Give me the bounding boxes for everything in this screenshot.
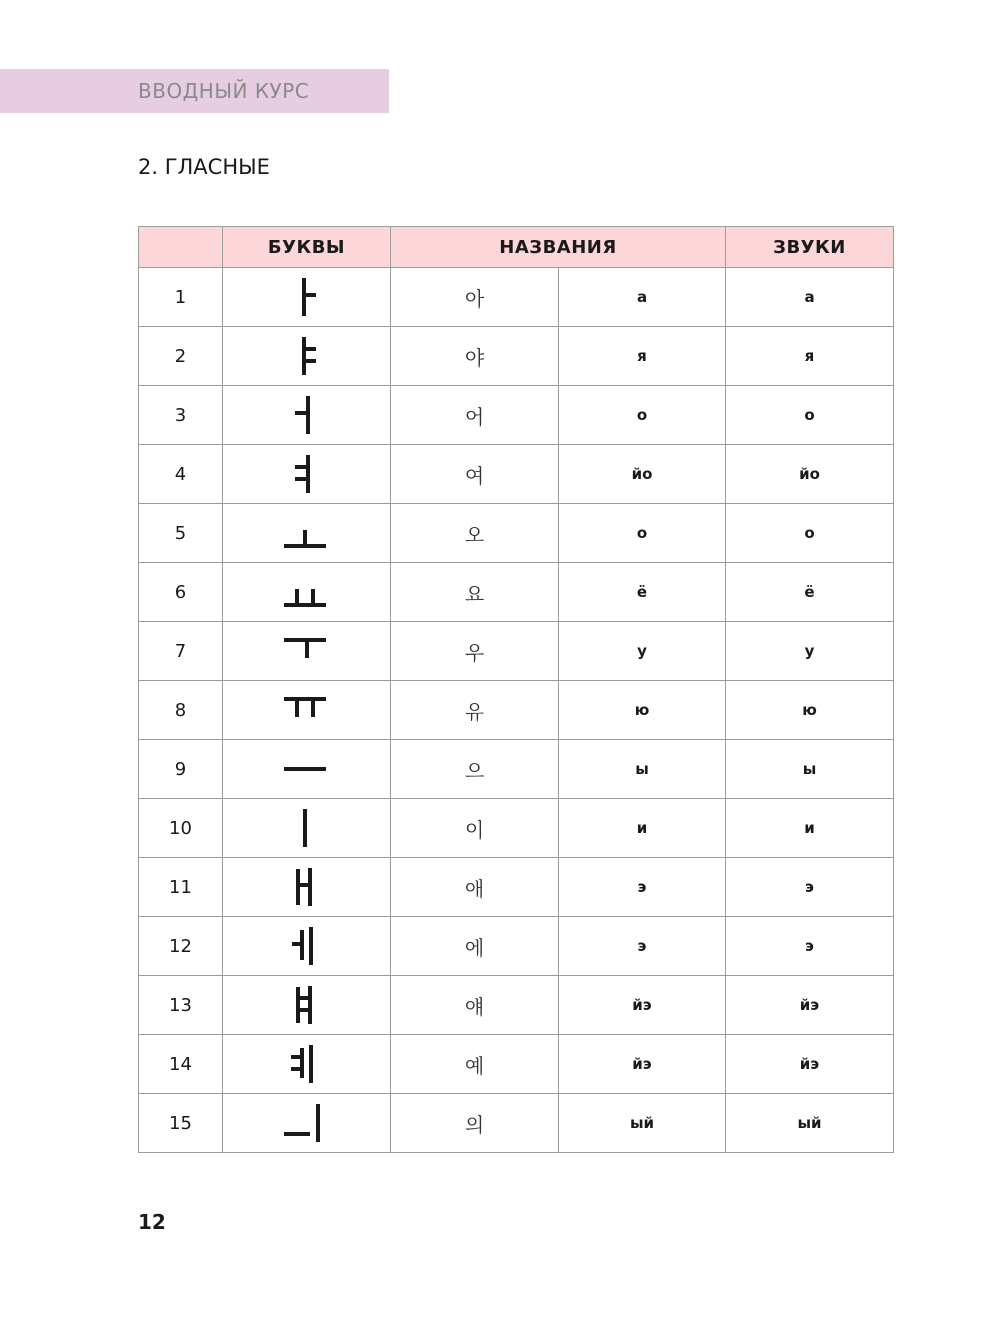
row-number: 15 (139, 1094, 223, 1153)
table-header-row (139, 227, 894, 268)
header-sounds: ЗВУКИ (726, 227, 894, 268)
section-label: ВВОДНЫЙ КУРС (138, 79, 310, 103)
vowel-name: 에 (391, 917, 559, 976)
vowel-letter (223, 917, 391, 976)
vowel-name-reading: ы (559, 740, 726, 799)
table-row (139, 504, 894, 563)
page-title: 2. ГЛАСНЫЕ (138, 155, 270, 179)
vowel-glyph (284, 746, 330, 792)
vowel-name-reading: я (559, 327, 726, 386)
vowel-glyph (284, 687, 330, 733)
vowel-sound: йэ (726, 976, 894, 1035)
table-row (139, 799, 894, 858)
row-number: 4 (139, 445, 223, 504)
table-row (139, 445, 894, 504)
vowel-glyph (284, 982, 330, 1028)
row-number: 7 (139, 622, 223, 681)
header-number (139, 227, 223, 268)
vowel-name: 우 (391, 622, 559, 681)
vowel-letter (223, 563, 391, 622)
vowel-name-reading: о (559, 386, 726, 445)
vowel-name: 여 (391, 445, 559, 504)
vowel-name: 이 (391, 799, 559, 858)
section-banner (0, 69, 389, 113)
vowel-glyph (284, 451, 330, 497)
table-row (139, 976, 894, 1035)
vowel-name-reading: йэ (559, 1035, 726, 1094)
vowel-name-reading: и (559, 799, 726, 858)
vowel-glyph (284, 864, 330, 910)
row-number: 1 (139, 268, 223, 327)
vowel-glyph (284, 569, 330, 615)
vowel-name-reading: ый (559, 1094, 726, 1153)
vowel-sound: ё (726, 563, 894, 622)
vowel-glyph (284, 392, 330, 438)
vowel-letter (223, 386, 391, 445)
table-row (139, 563, 894, 622)
vowel-letter (223, 1035, 391, 1094)
vowel-glyph (284, 628, 330, 674)
vowel-letter (223, 445, 391, 504)
row-number: 2 (139, 327, 223, 386)
vowel-sound: и (726, 799, 894, 858)
vowel-sound: йэ (726, 1035, 894, 1094)
vowel-letter (223, 1094, 391, 1153)
vowel-sound: о (726, 504, 894, 563)
vowel-letter (223, 268, 391, 327)
vowel-glyph (284, 274, 330, 320)
table-row (139, 740, 894, 799)
vowel-name-reading: ю (559, 681, 726, 740)
vowel-name: 애 (391, 858, 559, 917)
vowel-name: 얘 (391, 976, 559, 1035)
row-number: 14 (139, 1035, 223, 1094)
vowel-sound: э (726, 917, 894, 976)
vowel-sound: ы (726, 740, 894, 799)
vowel-letter (223, 740, 391, 799)
vowel-name: 어 (391, 386, 559, 445)
vowel-letter (223, 504, 391, 563)
row-number: 6 (139, 563, 223, 622)
row-number: 12 (139, 917, 223, 976)
vowel-name-reading: о (559, 504, 726, 563)
row-number: 10 (139, 799, 223, 858)
vowel-letter (223, 858, 391, 917)
vowel-name-reading: йэ (559, 976, 726, 1035)
table-row (139, 917, 894, 976)
vowel-name-reading: ё (559, 563, 726, 622)
vowel-glyph (284, 923, 330, 969)
vowel-letter (223, 681, 391, 740)
table-row (139, 681, 894, 740)
table-row (139, 622, 894, 681)
vowel-letter (223, 799, 391, 858)
vowel-name: 예 (391, 1035, 559, 1094)
vowel-name: 아 (391, 268, 559, 327)
table-row (139, 268, 894, 327)
page-number: 12 (138, 1210, 166, 1234)
vowel-name: 야 (391, 327, 559, 386)
vowel-letter (223, 976, 391, 1035)
table-row (139, 1094, 894, 1153)
header-names: НАЗВАНИЯ (391, 227, 726, 268)
vowel-sound: ый (726, 1094, 894, 1153)
vowel-name-reading: йо (559, 445, 726, 504)
vowel-name-reading: э (559, 858, 726, 917)
vowel-letter (223, 622, 391, 681)
vowel-name: 의 (391, 1094, 559, 1153)
vowel-glyph (284, 1100, 330, 1146)
vowel-glyph (284, 805, 330, 851)
vowel-name: 으 (391, 740, 559, 799)
row-number: 5 (139, 504, 223, 563)
table-row (139, 327, 894, 386)
vowel-sound: э (726, 858, 894, 917)
vowel-sound: у (726, 622, 894, 681)
vowel-name-reading: а (559, 268, 726, 327)
vowel-name: 오 (391, 504, 559, 563)
vowel-sound: ю (726, 681, 894, 740)
row-number: 13 (139, 976, 223, 1035)
vowel-sound: о (726, 386, 894, 445)
vowel-name: 유 (391, 681, 559, 740)
row-number: 11 (139, 858, 223, 917)
vowel-glyph (284, 510, 330, 556)
vowel-sound: я (726, 327, 894, 386)
vowel-sound: а (726, 268, 894, 327)
row-number: 9 (139, 740, 223, 799)
table-row (139, 858, 894, 917)
table-row (139, 386, 894, 445)
row-number: 8 (139, 681, 223, 740)
vowels-table (138, 226, 894, 1153)
vowel-sound: йо (726, 445, 894, 504)
vowel-name-reading: у (559, 622, 726, 681)
vowel-glyph (284, 1041, 330, 1087)
row-number: 3 (139, 386, 223, 445)
header-letters: БУКВЫ (223, 227, 391, 268)
vowel-glyph (284, 333, 330, 379)
vowel-letter (223, 327, 391, 386)
vowel-name-reading: э (559, 917, 726, 976)
vowel-name: 요 (391, 563, 559, 622)
table-row (139, 1035, 894, 1094)
